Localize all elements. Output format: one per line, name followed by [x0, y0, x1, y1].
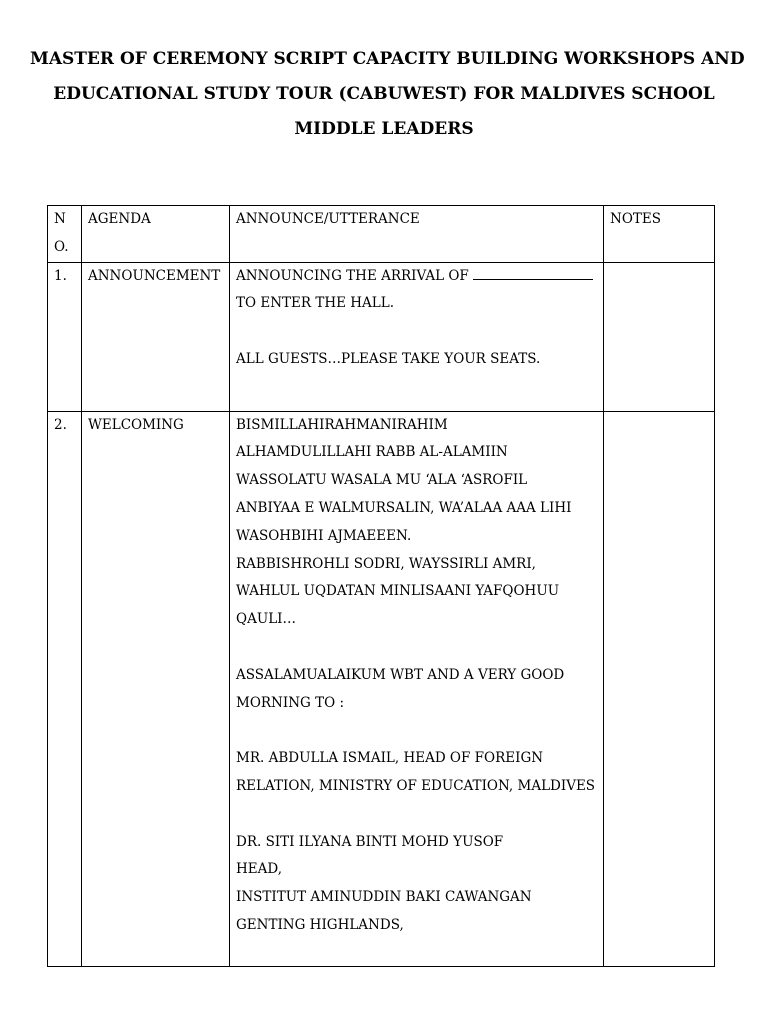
utterance-line: HEAD, — [236, 861, 283, 878]
row-notes — [604, 411, 715, 966]
utterance-line: ASSALAMUALAIKUM WBT AND A VERY GOOD — [236, 666, 565, 683]
table-row — [48, 411, 715, 966]
utterance-line — [236, 801, 597, 829]
row-utterance — [230, 411, 604, 966]
utterance-line: INSTITUT AMINUDDIN BAKI CAWANGAN — [236, 889, 532, 906]
utterance-line: ANBIYAA E WALMURSALIN, WA’ALAA AAA LIHI — [236, 499, 572, 516]
utterance-line: ALL GUESTS…PLEASE TAKE YOUR SEATS. — [236, 350, 541, 367]
row-agenda: WELCOMING — [82, 411, 230, 966]
row-number: 2. — [48, 411, 82, 966]
utterance-line — [236, 634, 597, 662]
utterance-line: DR. SITI ILYANA BINTI MOHD YUSOF — [236, 833, 504, 850]
utterance-line: ANNOUNCING THE ARRIVAL OF — [236, 263, 597, 291]
utterance-line — [236, 717, 597, 745]
title-line-1: MASTER OF CEREMONY SCRIPT CAPACITY BUILDING WORKSHOPS AND — [30, 49, 745, 69]
utterance-line: BISMILLAHIRAHMANIRAHIM — [236, 416, 448, 433]
table-row — [48, 262, 715, 411]
title-line-2: EDUCATIONAL STUDY TOUR (CABUWEST) FOR MALDIVES SCHOOL — [53, 84, 715, 104]
header-notes: NOTES — [604, 206, 715, 263]
utterance-line: MORNING TO : — [236, 694, 344, 711]
row-utterance — [230, 262, 604, 411]
fill-in-blank[interactable] — [473, 267, 593, 280]
utterance-line: MR. ABDULLA ISMAIL, HEAD OF FOREIGN — [236, 750, 544, 767]
mc-script-table — [47, 205, 715, 967]
utterance-line: RELATION, MINISTRY OF EDUCATION, MALDIVES — [236, 777, 596, 794]
title-line-3: MIDDLE LEADERS — [294, 119, 474, 139]
header-no: NO. — [48, 206, 82, 263]
utterance-line: WASSOLATU WASALA MU ‘ALA ‘ASROFIL — [236, 472, 528, 489]
utterance-line: TO ENTER THE HALL. — [236, 295, 395, 312]
utterance-line: ALHAMDULILLAHI RABB AL-ALAMIIN — [236, 444, 508, 461]
utterance-line: GENTING HIGHLANDS, — [236, 916, 404, 933]
document-title — [30, 42, 745, 147]
row-number: 1. — [48, 262, 82, 411]
header-announce: ANNOUNCE/UTTERANCE — [230, 206, 604, 263]
utterance-line: WAHLUL UQDATAN MINLISAANI YAFQOHUU — [236, 583, 560, 600]
header-agenda: AGENDA — [82, 206, 230, 263]
utterance-line — [236, 318, 597, 346]
utterance-line: WASOHBIHI AJMAEEEN. — [236, 527, 412, 544]
table-header-row — [48, 206, 715, 263]
utterance-line: RABBISHROHLI SODRI, WAYSSIRLI AMRI, — [236, 555, 536, 572]
row-notes — [604, 262, 715, 411]
row-agenda: ANNOUNCEMENT — [82, 262, 230, 411]
utterance-line: QAULI… — [236, 611, 296, 628]
